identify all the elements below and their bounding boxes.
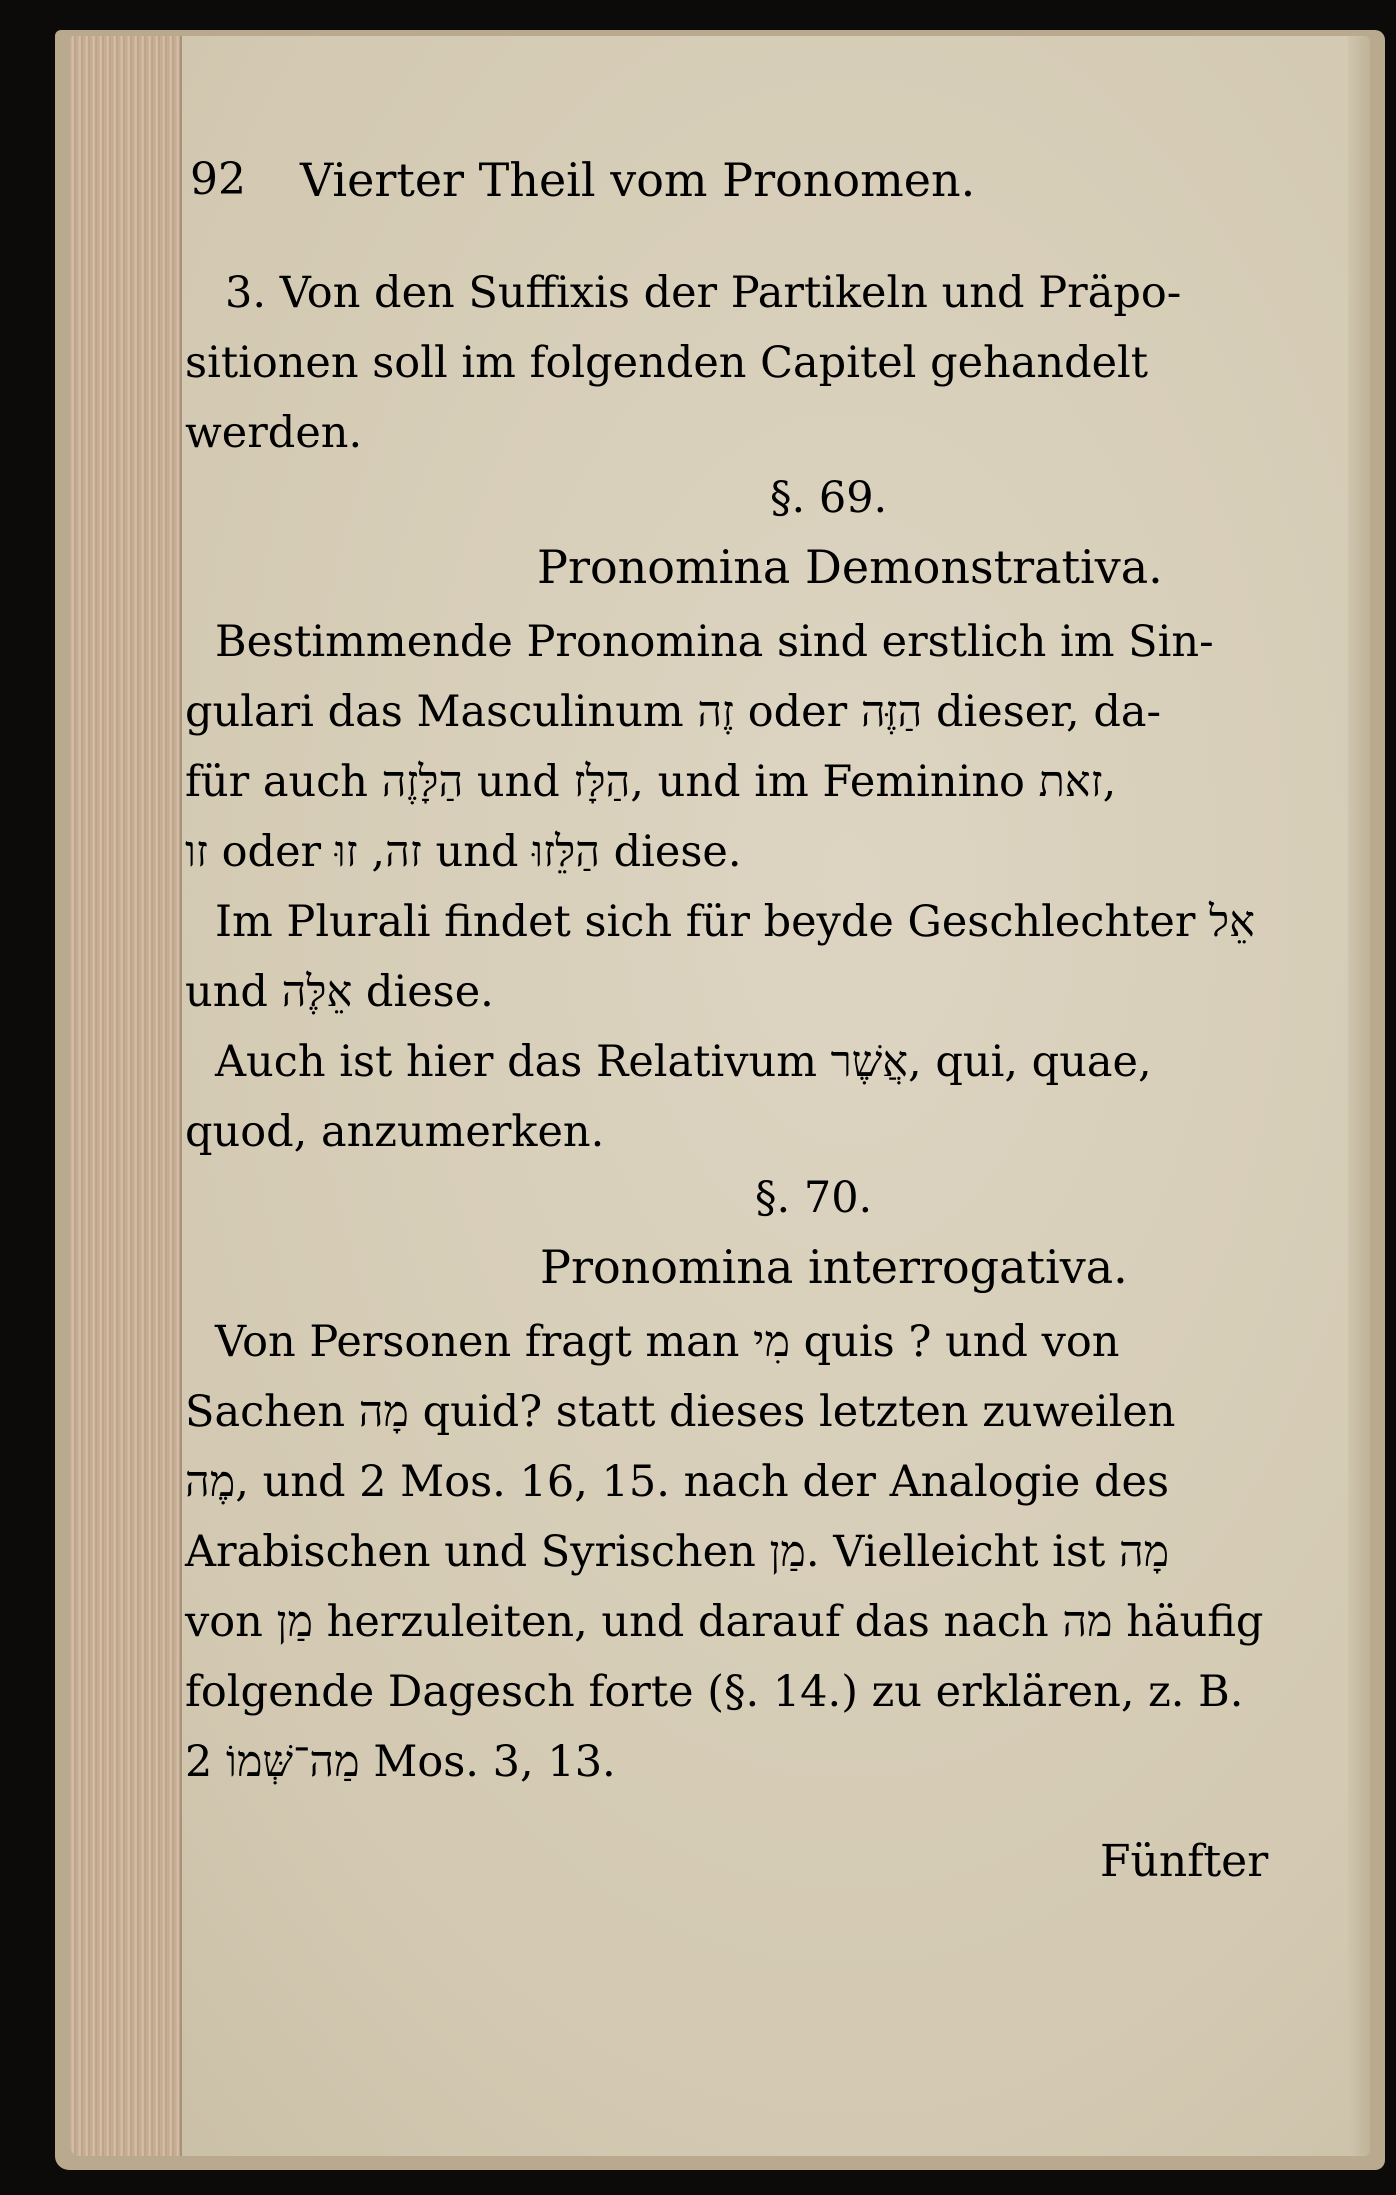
text-line: und אֵלֶּה diese. [185,967,494,1017]
section-title: Pronomina Demonstrativa. [537,540,1163,594]
page-stack-edge [70,36,182,2156]
text-line: 3. Von den Suffixis der Partikeln und Präpo- [225,268,1182,318]
text-line: Arabischen und Syrischen מַן. Vielleicht ist מָה [185,1527,1170,1577]
text-line: Auch ist hier das Relativum אֲשֶׁר, qui, quae, [215,1037,1152,1087]
page-gutter [1348,36,1370,2156]
text-line: gulari das Masculinum זֶה oder הַזֶּה dieser, da- [185,687,1162,737]
text-line: מַה־שְּׁמוֹ 2 Mos. 3, 13. [185,1737,616,1787]
text-line: Bestimmende Pronomina sind erstlich im Sin- [215,617,1214,667]
text-line: Im Plurali findet sich für beyde Geschlechter אֵל [215,897,1255,947]
text-line: מֶה, und 2 Mos. 16, 15. nach der Analogie des [185,1457,1170,1507]
text-line: sitionen soll im folgenden Capitel gehandelt [185,338,1149,388]
text-line: quod, anzumerken. [185,1107,605,1157]
text-line: von מַן herzuleiten, und darauf das nach מה häufig [185,1597,1264,1647]
page-number: 92 [190,154,246,205]
text-line: folgende Dagesch forte (§. 14.) zu erklären, z. B. [185,1667,1244,1717]
text-line: זו oder זה, זוּ und הַלֵּזוּ diese. [185,827,742,877]
text-line: Von Personen fragt man מִי quis ? und von [215,1317,1120,1367]
text-line: werden. [185,408,363,458]
text-line: für auch הַלָּזֶה und הַלָּז, und im Feminino זאת, [185,757,1117,807]
running-title: Vierter Theil vom Pronomen. [300,153,976,207]
text-line: Sachen מָה quid? statt dieses letzten zuweilen [185,1387,1176,1437]
section-title: Pronomina interrogativa. [540,1240,1128,1294]
section-number: §. 69. [770,473,888,523]
catchword: Fünfter [1100,1836,1269,1887]
section-number: §. 70. [755,1173,873,1223]
